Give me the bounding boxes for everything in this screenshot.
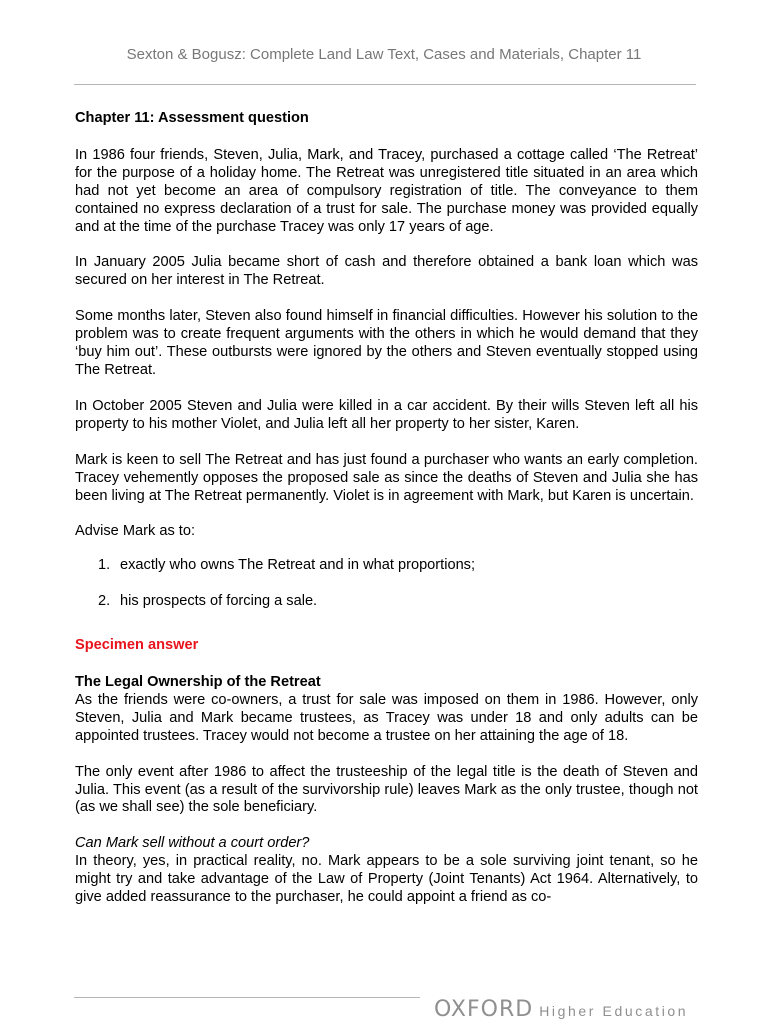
answer-subheading: The Legal Ownership of the Retreat — [75, 674, 321, 691]
answer-paragraph-2: The only event after 1986 to affect the trusteeship of the legal title is the death of Steven and Julia. This event (as a result of the survivorship rule) leaves Mark as the only trustee, though not (as we shall see) the sole beneficiary. — [75, 763, 698, 816]
answer-italic-heading: Can Mark sell without a court order? — [75, 835, 310, 852]
list-item-number: 1. — [98, 557, 111, 574]
list-item-number: 2. — [98, 593, 111, 610]
list-item-text: exactly who owns The Retreat and in what proportions; — [120, 557, 476, 574]
answer-paragraph-3: In theory, yes, in practical reality, no. Mark appears to be a sole surviving joint tenant, so he might try and take advantage of the Law of Property (Joint Tenants) Act 1964. Alternatively, to give added reassurance to the purchaser, he could appoint a friend as co- — [75, 853, 698, 906]
brand-sub-text: Higher Education — [539, 1003, 689, 1019]
question-list — [75, 557, 698, 611]
running-header: Sexton & Bogusz: Complete Land Law Text, Cases and Materials, Chapter 11 — [126, 46, 642, 63]
chapter-heading: Chapter 11: Assessment question — [75, 110, 309, 126]
document-body — [75, 110, 698, 907]
question-paragraph-5: Mark is keen to sell The Retreat and has just found a purchaser who wants an early completion. Tracey vehemently opposes the proposed sale as since the deaths of Steven and Julia she has been living at The Retreat permanently. Violet is in agreement with Mark, but Karen is uncertain. — [75, 451, 698, 504]
footer-divider — [74, 997, 420, 998]
list-item — [98, 557, 698, 575]
advise-intro: Advise Mark as to: — [75, 523, 196, 540]
brand-main-text: OXFORD — [434, 997, 534, 1022]
list-item — [98, 593, 698, 611]
oxford-logo — [434, 997, 688, 1027]
specimen-answer-label: Specimen answer — [75, 637, 199, 654]
question-paragraph-4: In October 2005 Steven and Julia were killed in a car accident. By their wills Steven left all his property to his mother Violet, and Julia left all her property to her sister, Karen. — [75, 397, 698, 432]
question-paragraph-1: In 1986 four friends, Steven, Julia, Mark, and Tracey, purchased a cottage called ‘The Retreat’ for the purpose of a holiday home. The Retreat was unregistered title situated in an area which had not yet become an area of compulsory registration of title. The conveyance to them contained no express declaration of a trust for sale. The purchase money was provided equally and at the time of the purchase Tracey was only 17 years of age. — [75, 146, 698, 235]
answer-paragraph-1: As the friends were co-owners, a trust for sale was imposed on them in 1986. However, only Steven, Julia and Mark became trustees, as Tracey was under 18 and only adults can be appointed trustees. Tracey would not become a trustee on her attaining the age of 18. — [75, 691, 698, 744]
question-paragraph-2: In January 2005 Julia became short of cash and therefore obtained a bank loan which was secured on her interest in The Retreat. — [75, 254, 698, 289]
list-item-text: his prospects of forcing a sale. — [120, 593, 318, 610]
question-paragraph-3: Some months later, Steven also found himself in financial difficulties. However his solution to the problem was to create frequent arguments with the others in which he would demand that they ‘buy him out’. These outbursts were ignored by the others and Steven eventually stopped using The Retreat. — [75, 308, 698, 378]
header-divider — [74, 84, 696, 85]
